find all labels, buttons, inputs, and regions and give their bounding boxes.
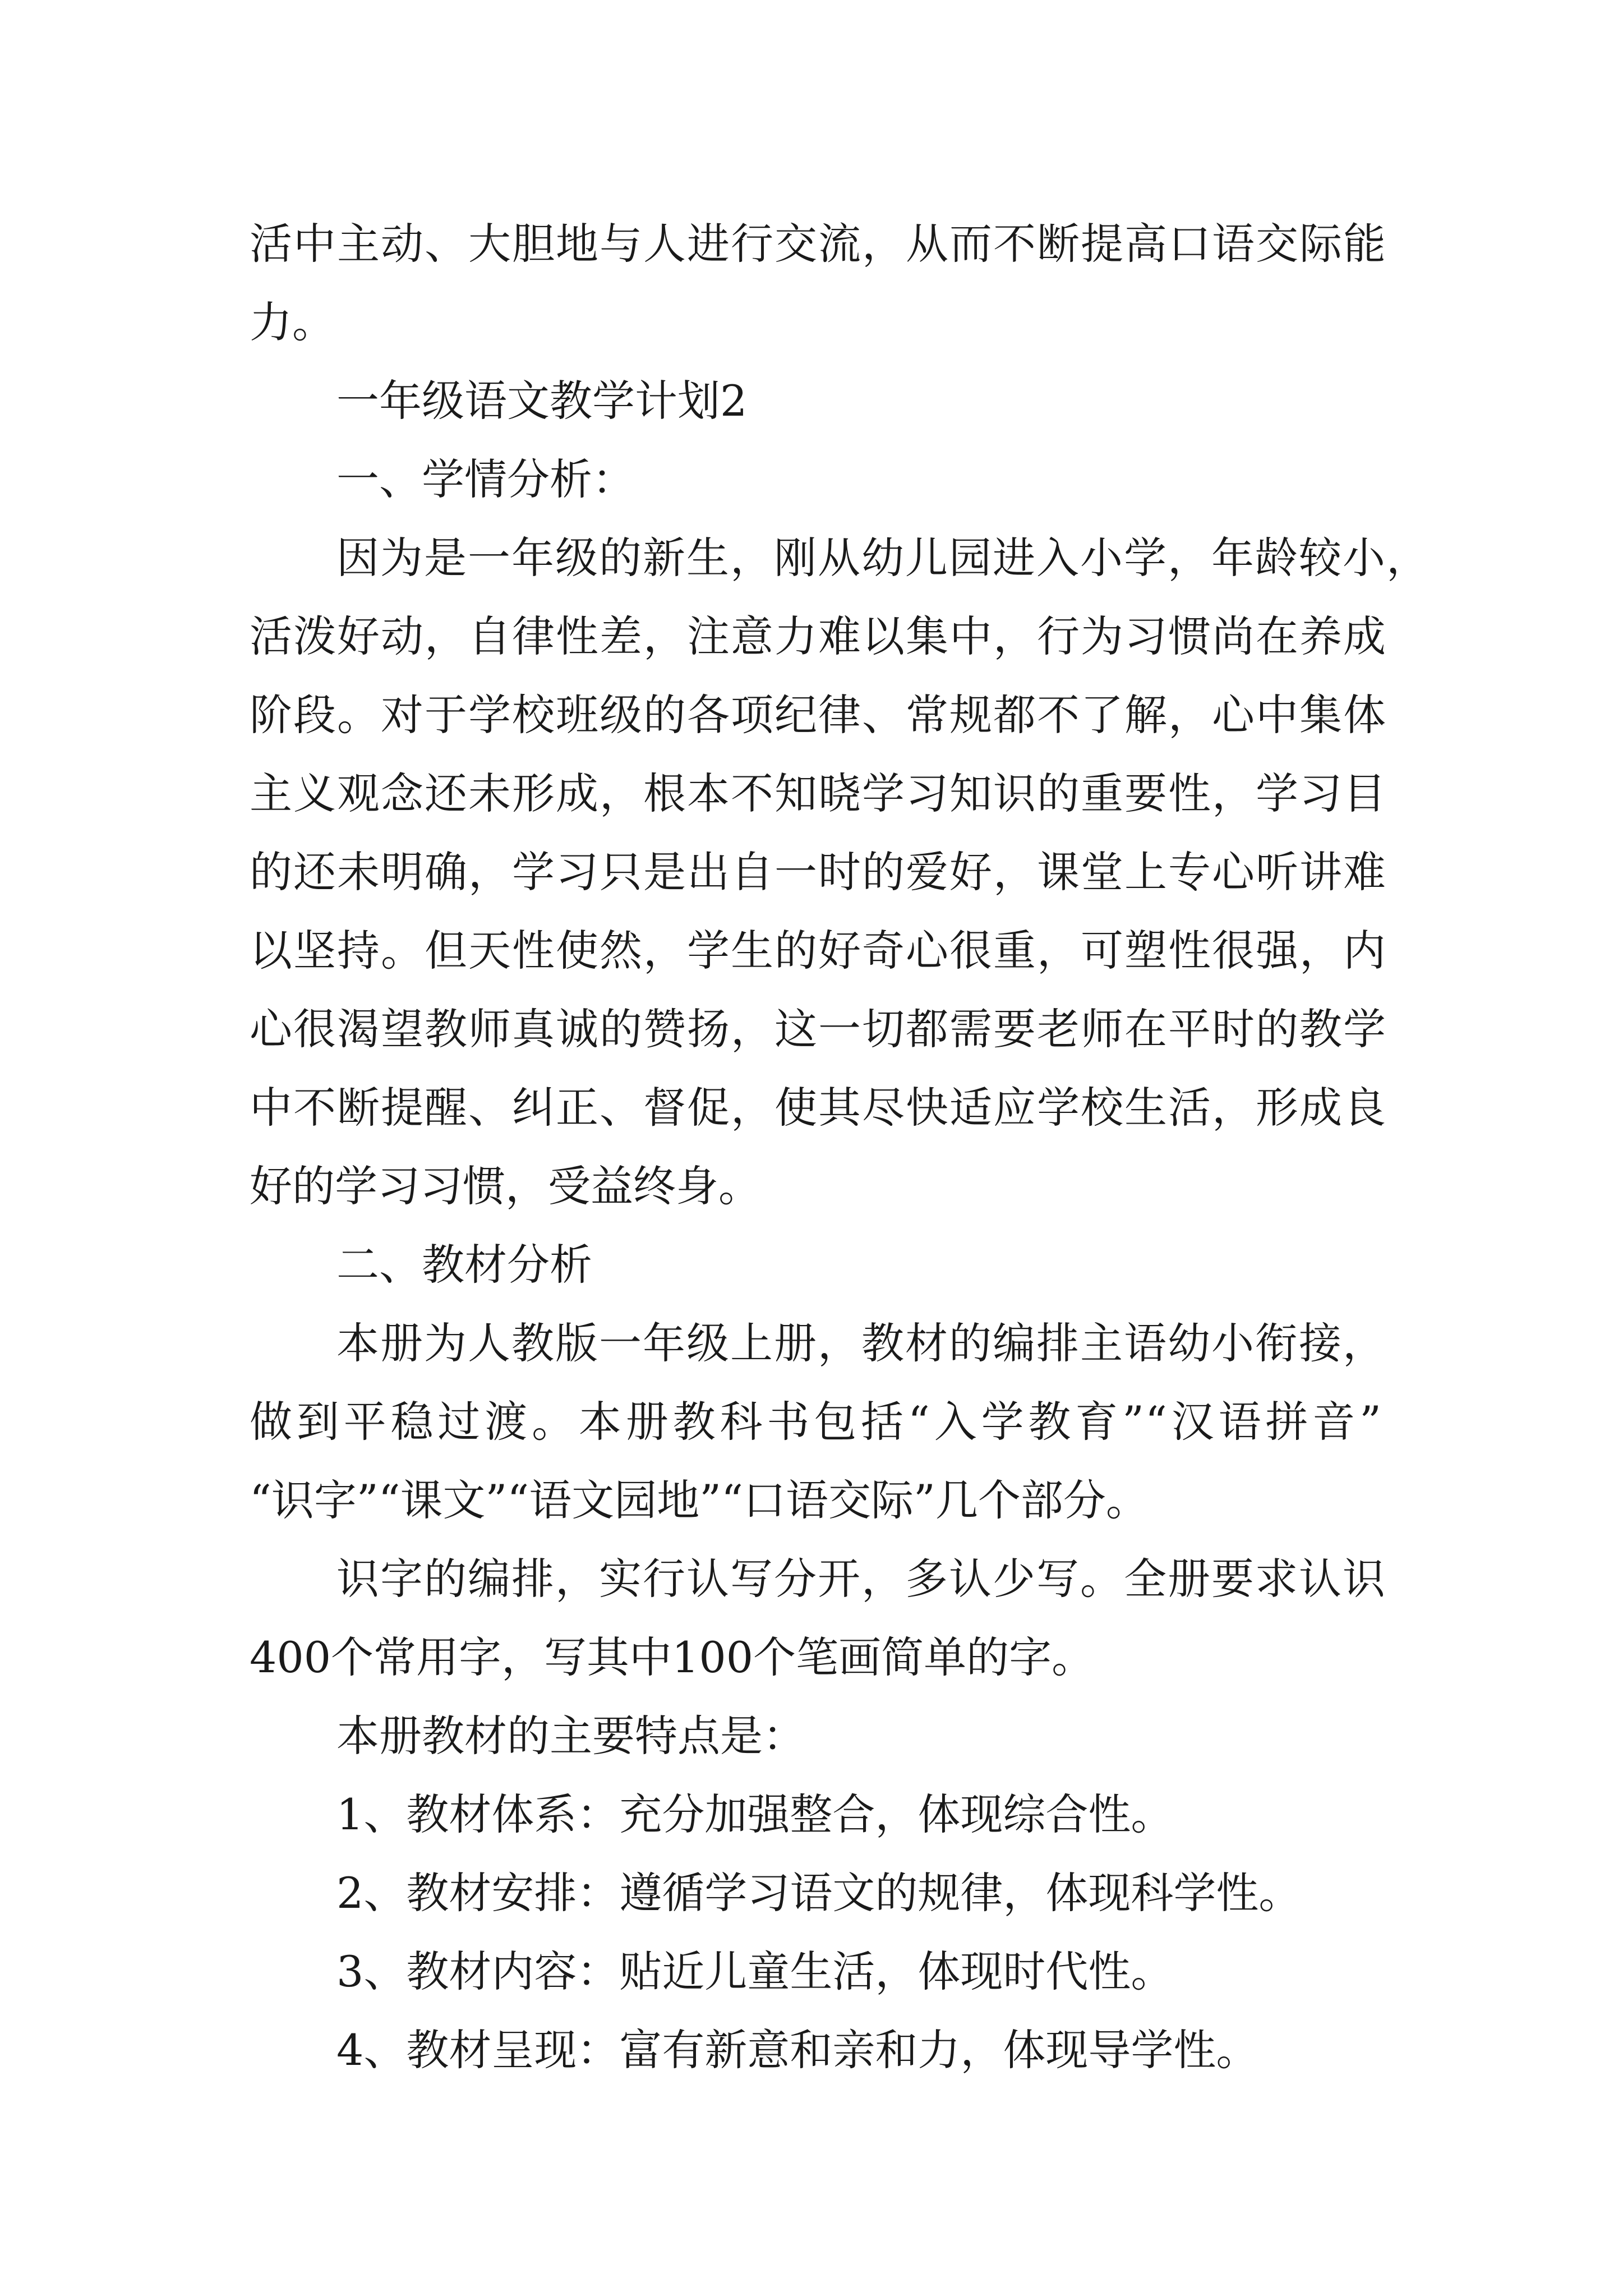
text-line: 活中主动、大胆地与人进行交流，从而不断提高口语交际能 xyxy=(250,219,1387,269)
text-line: 好的学习习惯，受益终身。 xyxy=(250,1161,761,1211)
text-line: 力。 xyxy=(250,297,335,347)
text-line: 心很渴望教师真诚的赞扬，这一切都需要老师在平时的教学 xyxy=(250,1004,1387,1054)
text-line: 本册教材的主要特点是： xyxy=(336,1711,805,1761)
text-line: “识字”“课文”“语文园地”“口语交际”几个部分。 xyxy=(250,1475,1149,1525)
text-line: 识字的编排，实行认写分开，多认少写。全册要求认识 xyxy=(336,1554,1386,1604)
text-line: 阶段。对于学校班级的各项纪律、常规都不了解，心中集体 xyxy=(250,690,1387,740)
list-item: 1、教材体系：充分加强整合，体现综合性。 xyxy=(336,1789,1174,1839)
section-heading: 二、教材分析 xyxy=(336,1240,592,1290)
text-line: 本册为人教版一年级上册，教材的编排主语幼小衔接， xyxy=(336,1318,1386,1368)
text-line: 的还未明确，学习只是出自一时的爱好，课堂上专心听讲难 xyxy=(250,847,1387,897)
list-item: 4、教材呈现：富有新意和亲和力，体现导学性。 xyxy=(336,2025,1259,2075)
text-line: 以坚持。但天性使然，学生的好奇心很重，可塑性很强，内 xyxy=(250,926,1387,976)
section-heading: 一年级语文教学计划2 xyxy=(336,376,748,426)
text-line: 因为是一年级的新生，刚从幼儿园进入小学，年龄较小， xyxy=(336,533,1430,583)
text-line: 400个常用字，写其中100个笔画简单的字。 xyxy=(250,1632,1095,1682)
list-item: 3、教材内容：贴近儿童生活，体现时代性。 xyxy=(336,1947,1174,1996)
text-line: 主义观念还未形成，根本不知晓学习知识的重要性，学习目 xyxy=(250,769,1387,818)
text-line: 做到平稳过渡。本册教科书包括“入学教育”“汉语拼音” xyxy=(250,1397,1382,1447)
text-line: 活泼好动，自律性差，注意力难以集中，行为习惯尚在养成 xyxy=(250,611,1387,661)
list-item: 2、教材安排：遵循学习语文的规律，体现科学性。 xyxy=(336,1868,1302,1918)
text-line: 中不断提醒、纠正、督促，使其尽快适应学校生活，形成良 xyxy=(250,1083,1387,1133)
section-heading: 一、学情分析： xyxy=(336,454,635,504)
